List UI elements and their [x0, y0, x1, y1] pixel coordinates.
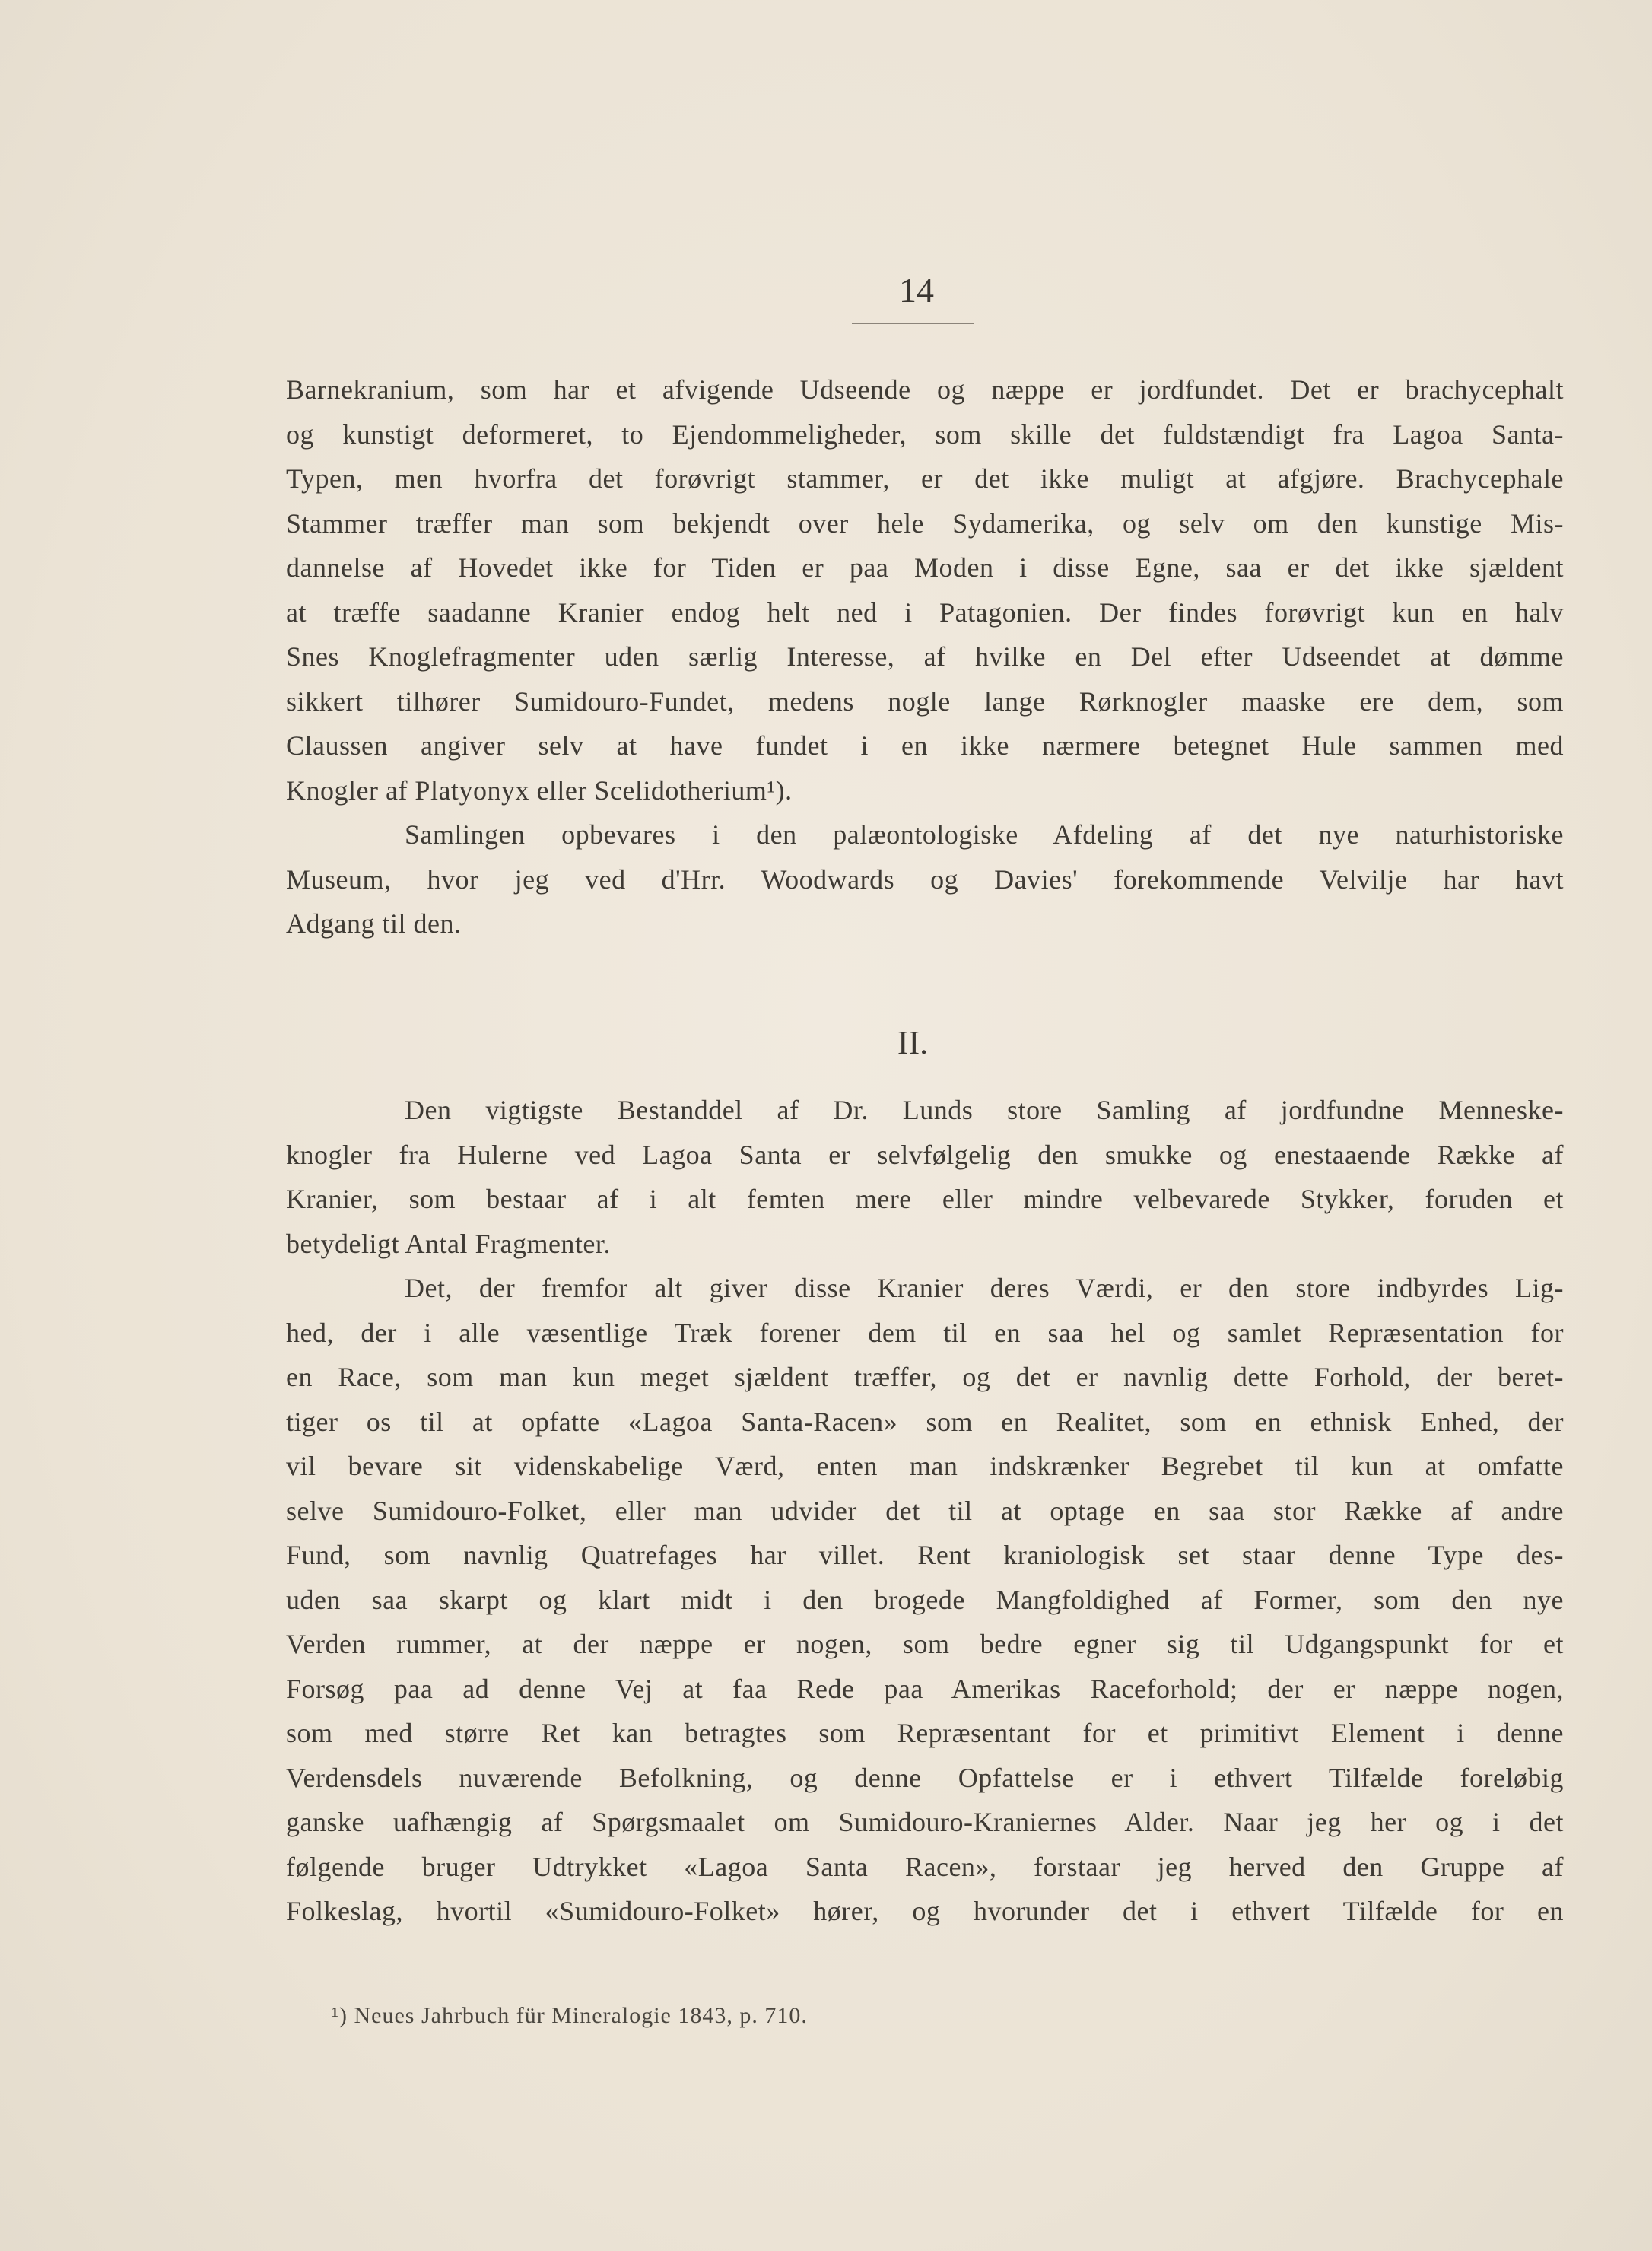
text-line: Stammer træffer man som bekjendt over hele Sydamerika, og selv om den kunstige Mis- [286, 507, 1564, 539]
text-line: knogler fra Hulerne ved Lagoa Santa er selvfølgelig den smukke og enestaaende Række af [286, 1139, 1564, 1170]
text-line: Museum, hvor jeg ved d'Hrr. Woodwards og Davies' forekommende Velvilje har havt [286, 863, 1564, 895]
text-line: Folkeslag, hvortil «Sumidouro-Folket» hører, og hvorunder det i ethvert Tilfælde for en [286, 1896, 1564, 1926]
paragraph-3 [286, 1088, 1564, 1266]
text-line: uden saa skarpt og klart midt i den brogede Mangfoldighed af Former, som den nye [286, 1584, 1564, 1615]
text-line: Fund, som navnlig Quatrefages har villet. Rent kraniologisk set staar denne Type des- [286, 1540, 1564, 1570]
text-line: som med større Ret kan betragtes som Repræsentant for et primitivt Element i denne [286, 1718, 1564, 1748]
text-line: vil bevare sit videnskabelige Værd, enten man indskrænker Begrebet til kun at omfatte [286, 1451, 1564, 1481]
text-line: at træffe saadanne Kranier endog helt ned i Patagonien. Der findes forøvrigt kun en halv [286, 596, 1564, 628]
text-line: Snes Knoglefragmenter uden særlig Interesse, af hvilke en Del efter Udseendet at dømme [286, 641, 1564, 672]
text-line: hed, der i alle væsentlige Træk forener dem til en saa hel og samlet Repræsentation for [286, 1317, 1564, 1348]
text-line: Verdensdels nuværende Befolkning, og denne Opfattelse er i ethvert Tilfælde foreløbig [286, 1762, 1564, 1793]
text-line: Den vigtigste Bestanddel af Dr. Lunds store Samling af jordfundne Menneske- [405, 1095, 1564, 1125]
page-number-rule [852, 323, 974, 324]
text-line: Claussen angiver selv at have fundet i en ikke nærmere betegnet Hule sammen med [286, 730, 1564, 761]
text-line: selve Sumidouro-Folket, eller man udvider det til at optage en saa stor Række af andre [286, 1495, 1564, 1526]
text-line: Forsøg paa ad denne Vej at faa Rede paa Amerikas Raceforhold; der er næppe nogen, [286, 1673, 1564, 1704]
text-line: Knogler af Platyonyx eller Scelidotherium¹). [286, 774, 793, 806]
text-line: og kunstigt deformeret, to Ejendommeligheder, som skille det fuldstændigt fra Lagoa Santa- [286, 418, 1564, 450]
section-two-text [286, 1088, 1564, 1934]
section-one-text [286, 367, 1564, 946]
text-line: følgende bruger Udtrykket «Lagoa Santa Racen», forstaar jeg herved den Gruppe af [286, 1851, 1564, 1882]
text-line: Kranier, som bestaar af i alt femten mere eller mindre velbevarede Stykker, foruden et [286, 1184, 1564, 1214]
paragraph-2 [286, 812, 1564, 946]
text-line: ganske uafhængig af Spørgsmaalet om Sumidouro-Kraniernes Alder. Naar jeg her og i det [286, 1807, 1564, 1837]
page-number: 14 [899, 271, 934, 310]
text-line: sikkert tilhører Sumidouro-Fundet, medens nogle lange Rørknogler maaske ere dem, som [286, 685, 1564, 717]
paragraph-4 [286, 1266, 1564, 1934]
text-line: betydeligt Antal Fragmenter. [286, 1228, 611, 1259]
footnote: ¹) Neues Jahrbuch für Mineralogie 1843, p. 710. [332, 2003, 808, 2028]
text-line: tiger os til at opfatte «Lagoa Santa-Racen» som en Realitet, som en ethnisk Enhed, der [286, 1406, 1564, 1437]
text-line: Adgang til den. [286, 908, 462, 939]
section-heading: II. [897, 1024, 929, 1061]
text-line: Verden rummer, at der næppe er nogen, som bedre egner sig til Udgangspunkt for et [286, 1629, 1564, 1659]
text-line: en Race, som man kun meget sjældent træffer, og det er navnlig dette Forhold, der beret- [286, 1362, 1564, 1392]
text-line: Samlingen opbevares i den palæontologiske Afdeling af det nye naturhistoriske [405, 819, 1564, 850]
text-line: Typen, men hvorfra det forøvrigt stammer, er det ikke muligt at afgjøre. Brachycephale [286, 463, 1564, 494]
text-line: Barnekranium, som har et afvigende Udseende og næppe er jordfundet. Det er brachycephalt [286, 374, 1564, 405]
paragraph-1 [286, 367, 1564, 812]
text-line: dannelse af Hovedet ikke for Tiden er paa Moden i disse Egne, saa er det ikke sjældent [286, 552, 1564, 583]
text-line: Det, der fremfor alt giver disse Kranier deres Værdi, er den store indbyrdes Lig- [405, 1273, 1564, 1303]
